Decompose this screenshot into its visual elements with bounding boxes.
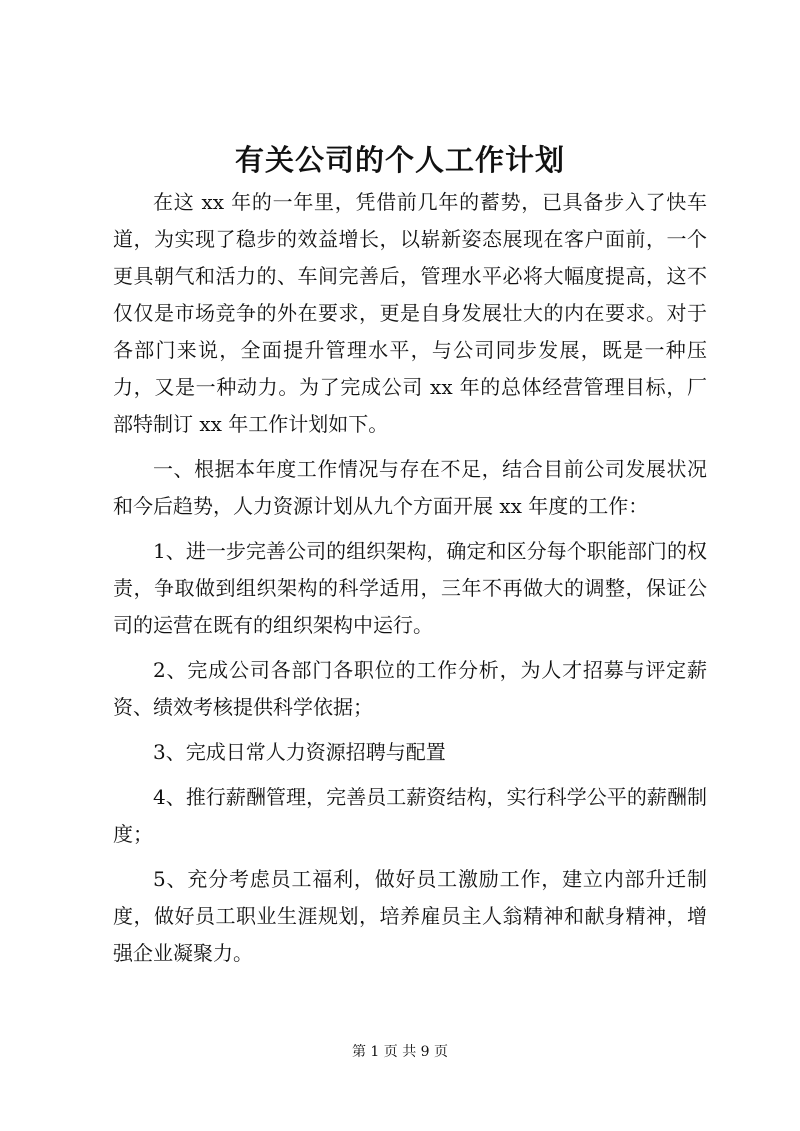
paragraph-item-5: 5、充分考虑员工福利，做好员工激励工作，建立内部升迁制度，做好员工职业生涯规划，培养雇员主人翁精神和献身精神，增强企业凝聚力。	[113, 867, 707, 965]
paragraph-item-4: 4、推行薪酬管理，完善员工薪资结构，实行科学公平的薪酬制度；	[113, 785, 707, 846]
paragraph-section-one: 一、根据本年度工作情况与存在不足，结合目前公司发展状况和今后趋势，人力资源计划从九个方面开展 xx 年度的工作：	[113, 457, 707, 518]
paragraph-item-1: 1、进一步完善公司的组织架构，确定和区分每个职能部门的权责，争取做到组织架构的科学适用，三年不再做大的调整，保证公司的运营在既有的组织架构中运行。	[113, 539, 707, 637]
document-body	[113, 184, 707, 972]
page-number-footer: 第 1 页 共 9 页	[351, 1044, 449, 1060]
paragraph-item-2: 2、完成公司各部门各职位的工作分析，为人才招募与评定薪资、绩效考核提供科学依据；	[113, 658, 707, 719]
paragraph-intro: 在这 xx 年的一年里，凭借前几年的蓄势，已具备步入了快车道，为实现了稳步的效益增长，以崭新姿态展现在客户面前，一个更具朝气和活力的、车间完善后，管理水平必将大幅度提高，这不仅仅是市场竞争的外在要求，更是自身发展壮大的内在要求。对于各部门来说，全面提升管理水平，与公司同步发展，既是一种压力，又是一种动力。为了完成公司 xx 年的总体经营管理目标，厂部特制订 xx 年工作计划如下。	[113, 190, 707, 436]
document-title: 有关公司的个人工作计划	[234, 143, 565, 177]
paragraph-item-3: 3、完成日常人力资源招聘与配置	[153, 740, 446, 764]
